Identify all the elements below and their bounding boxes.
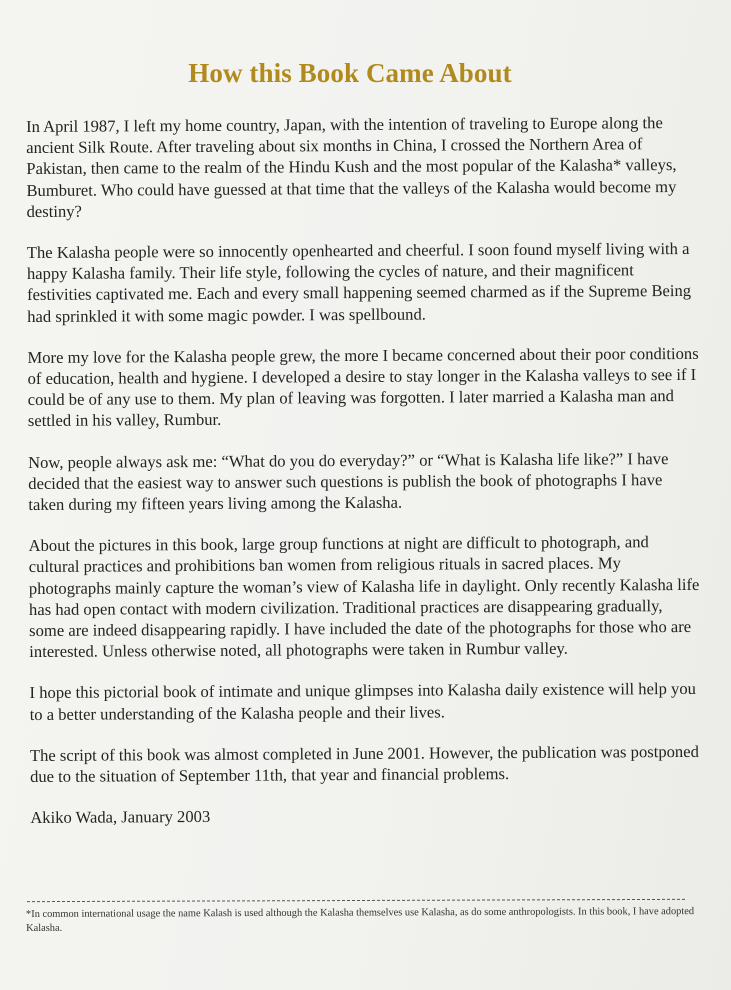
footnote: *In common international usage the name Kalash is used although the Kalasha themselves use Kalasha, as do some anthropologists. In this book, I have adopted Kalasha. (26, 906, 695, 934)
body-text (26, 112, 702, 849)
paragraph-2: The Kalasha people were so innocently openhearted and cheerful. I soon found myself living with a happy Kalasha family. Their life style, following the cycles of nature, and their magnificent festivities captivated me. Each and every small happening seemed charmed as if the Supreme Being had sprinkled it with some magic powder. I was spellbound. (26, 238, 692, 326)
paragraph-1: In April 1987, I left my home country, Japan, with the intention of traveling to Europe along the ancient Silk Route. After traveling about six months in China, I crossed the Northern Area of Pakistan, then came to the realm of the Hindu Kush and the most popular of the Kalasha* valleys, Bumburet. Who could have guessed at that time that the valleys of the Kalasha would become my destiny? (26, 113, 677, 221)
paragraph-3: More my love for the Kalasha people grew, the more I became concerned about their poor conditions of education, health and hygiene. I developed a desire to stay longer in the Kalasha valleys to see if I could be of any use to them. My plan of leaving was forgotten. I later married a Kalasha man and settled in his valley, Rumbur. (27, 343, 699, 431)
paragraph-7: The script of this book was almost completed in June 2001. However, the publication was postponed due to the situation of September 11th, that year and financial problems. (29, 741, 699, 787)
footnote-divider (27, 899, 685, 902)
signature: Akiko Wada, January 2003 (30, 807, 211, 828)
paragraph-4: Now, people always ask me: “What do you do everyday?” or “What is Kalasha life like?” I have decided that the easiest way to answer such questions is publish the book of photographs I have taken during my fifteen years living among the Kalasha. (28, 448, 669, 515)
paragraph-5: About the pictures in this book, large group functions at night are difficult to photograph, and cultural practices and prohibitions ban women from religious rituals in sacred places. My photographs mainly capture the woman’s view of Kalasha life in daylight. Only recently Kalasha life has had open contact with modern civilization. Traditional practices are disappearing gradually, some are indeed disappearing rapidly. I have included the date of the photographs for those who are interested. Unless otherwise noted, all photographs were taken in Rumbur valley. (28, 532, 700, 662)
paragraph-6: I hope this pictorial book of intimate and unique glimpses into Kalasha daily existence will help you to a better understanding of the Kalasha people and their lives. (29, 679, 696, 724)
page-title: How this Book Came About (188, 58, 512, 89)
